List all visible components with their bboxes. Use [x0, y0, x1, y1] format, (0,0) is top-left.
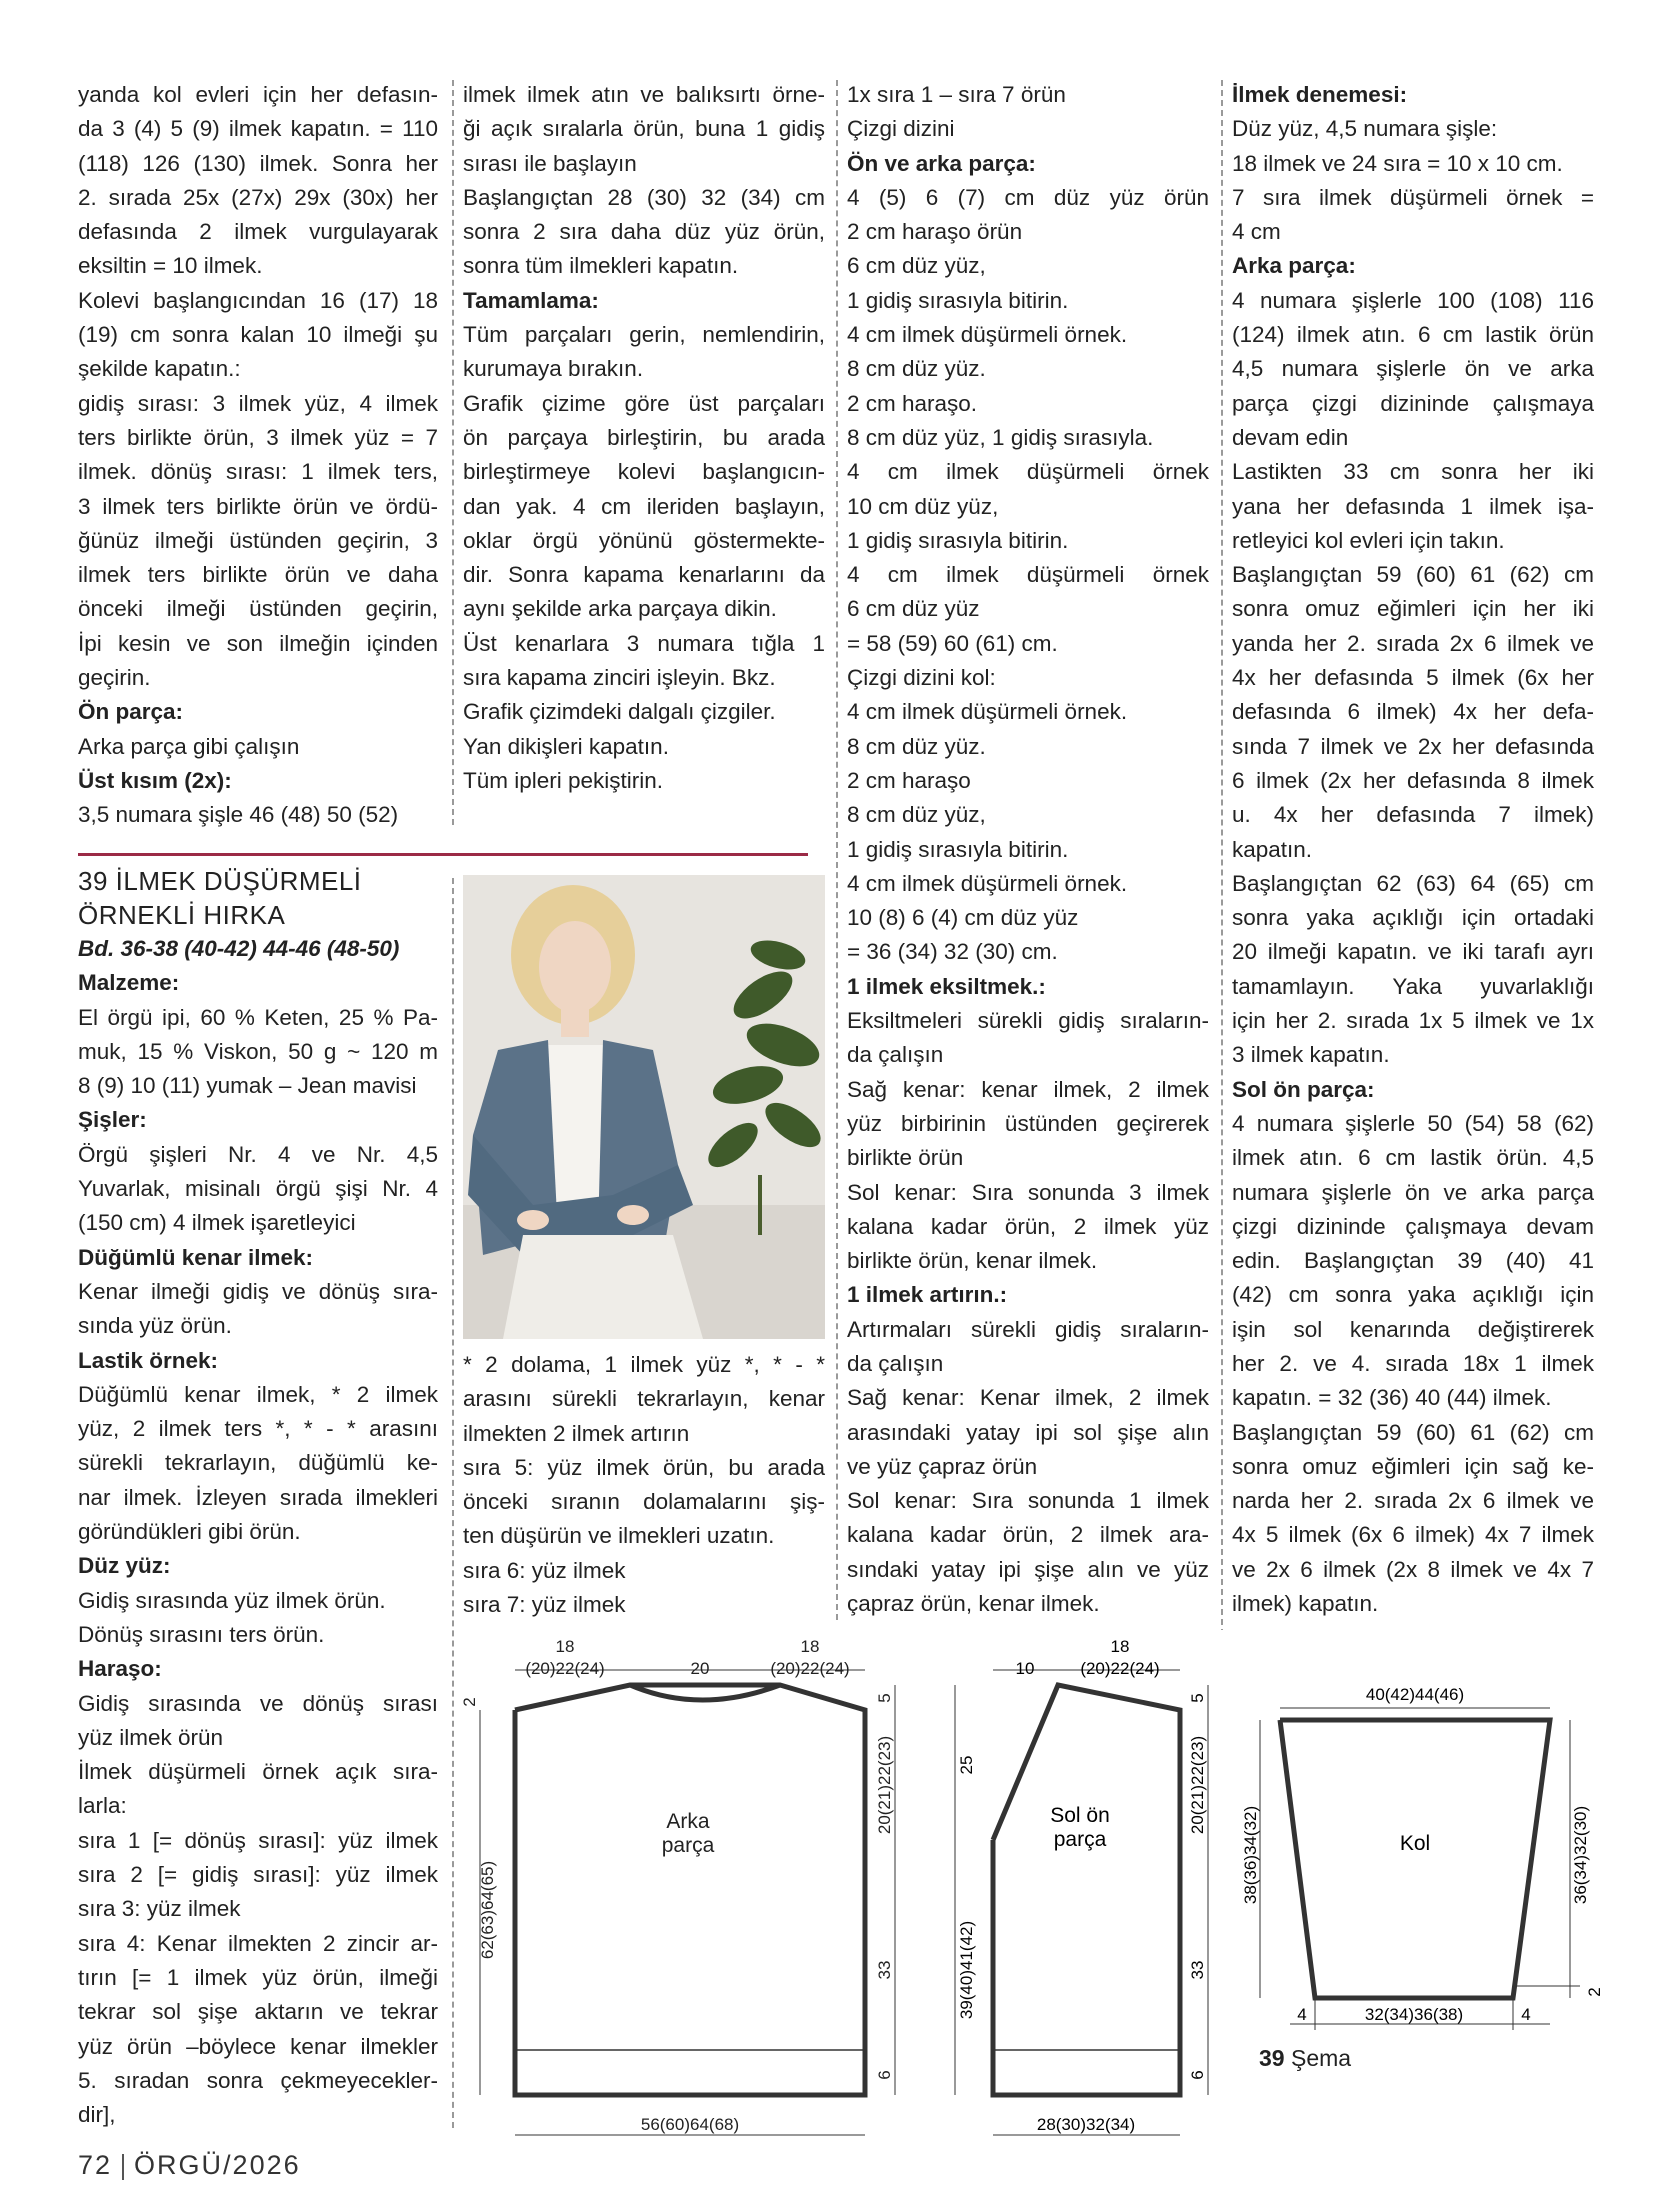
text-line: (42) cm sonra yaka açıklığı için: [1232, 1282, 1594, 1308]
text-line: Üst kısım (2x):: [78, 767, 232, 793]
text-line: 7 sıra ilmek düşürmeli örnek =: [1232, 184, 1594, 210]
front-dim-shoulder: 18: [1110, 1637, 1130, 1656]
text-line: Kolevi başlangıcından 16 (17) 18: [78, 287, 438, 313]
text-line: Gidiş sırasında ve dönüş sırası: [78, 1690, 438, 1716]
text-line: için her 2. sırada 1x 5 ilmek ve 1x: [1232, 1008, 1594, 1034]
text-line: 4 cm ilmek düşürmeli örnek: [847, 459, 1209, 485]
back-dim-bottom: 56(60)64(68): [640, 2115, 740, 2134]
text-line: kapatın.: [1232, 836, 1313, 862]
text-line: yüz, 2 ilmek ters *, * - * arasını: [78, 1416, 438, 1442]
text-line: da çalışın: [847, 1350, 944, 1376]
text-line: Arka parça gibi çalışın: [78, 733, 300, 759]
text-line: devam edin: [1232, 424, 1349, 450]
front-dim-right-5: 5: [1188, 1693, 1207, 1703]
column-2-bottom: [463, 1348, 825, 1622]
text-line: (124) ilmek atın. 6 cm lastik örün: [1232, 322, 1594, 348]
text-line: Ön ve arka parça:: [847, 150, 1036, 176]
text-line: = 36 (34) 32 (30) cm.: [847, 939, 1058, 965]
text-line: Lastik örnek:: [78, 1347, 219, 1373]
text-line: sıra 4: Kenar ilmekten 2 zincir ar-: [78, 1930, 438, 1956]
column-2-top: [463, 78, 825, 798]
text-line: Ön parça:: [78, 699, 184, 725]
front-piece-label-2: parça: [1053, 1828, 1107, 1851]
text-line: 6 ilmek (2x her defasında 8 ilmek: [1232, 767, 1594, 793]
text-line: kalana kadar örün, 2 ilmek yüz: [847, 1213, 1209, 1239]
text-line: Başlangıçtan 62 (63) 64 (65) cm: [1232, 870, 1594, 896]
text-line: oklar örgü yönünü göstermekte-: [463, 527, 825, 553]
back-dim-top-right-sizes: (20)22(24): [770, 1659, 850, 1678]
text-line: Dönüş sırasını ters örün.: [78, 1621, 325, 1647]
front-piece-label: Sol ön: [1050, 1804, 1110, 1827]
text-line: yüz birbirinin üstünden geçirerek: [847, 1110, 1209, 1136]
pattern-title-line-2: ÖRNEKLİ HIRKA: [78, 900, 286, 930]
front-dim-neck: 10: [1015, 1659, 1035, 1678]
text-line: muk, 15 % Viskon, 50 g ~ 120 m: [78, 1038, 438, 1064]
text-line: ters birlikte örün, 3 ilmek yüz = 7: [78, 424, 438, 450]
text-line: 1 gidiş sırasıyla bitirin.: [847, 527, 1069, 553]
text-line: Düz yüz, 4,5 numara şişle:: [1232, 116, 1498, 142]
back-dim-right-33: 33: [875, 1960, 894, 1980]
text-line: geçirin.: [78, 665, 151, 691]
text-line: 3 ilmek kapatın.: [1232, 1042, 1390, 1068]
schema-caption: [1259, 2045, 1351, 2072]
text-line: ilmek) kapatın.: [1232, 1591, 1379, 1617]
text-line: 3 ilmek ters birlikte örün ve ördü-: [78, 493, 438, 519]
text-line: = 58 (59) 60 (61) cm.: [847, 630, 1058, 656]
front-dim-neck-depth: 25: [957, 1755, 976, 1775]
text-line: El örgü ipi, 60 % Keten, 25 % Pa-: [78, 1004, 438, 1030]
text-line: 2. sırada 25x (27x) 29x (30x) her: [78, 184, 438, 210]
text-line: parça çizgi dizininde çalışmaya: [1232, 390, 1594, 416]
text-line: göründükleri gibi örün.: [78, 1519, 301, 1545]
text-line: sonra tüm ilmekleri kapatın.: [463, 253, 739, 279]
text-line: aynı şekilde arka parçaya dikin.: [463, 596, 777, 622]
text-line: 4 cm ilmek düşürmeli örnek.: [847, 322, 1128, 348]
text-line: ilmekten 2 ilmek artırın: [463, 1420, 690, 1446]
text-line: 1 ilmek eksiltmek.:: [847, 973, 1046, 999]
text-line: larla:: [78, 1793, 127, 1819]
text-line: çizgi dizininde çalışmaya devam: [1232, 1213, 1594, 1239]
sleeve-dim-bottom: 32(34)36(38): [1364, 2005, 1464, 2024]
front-dim-right-33: 33: [1188, 1960, 1207, 1980]
text-line: Tüm parçaları gerin, nemlendirin,: [463, 322, 825, 348]
text-line: İlmek düşürmeli örnek açık sıra-: [78, 1759, 438, 1785]
cardigan-model-photo: [463, 875, 825, 1339]
text-line: arasını sürekli tekrarlayın, kenar: [463, 1386, 825, 1412]
text-line: kapatın. = 32 (36) 40 (44) ilmek.: [1232, 1385, 1552, 1411]
text-line: Artırmaları sürekli gidiş sıraların-: [847, 1316, 1209, 1342]
text-line: da 3 (4) 5 (9) ilmek kapatın. = 110: [78, 116, 438, 142]
column-divider: [836, 80, 838, 1620]
back-dim-top-left-sizes: (20)22(24): [525, 1659, 605, 1678]
text-line: sonra yaka açıklığı için ortadaki: [1232, 905, 1594, 931]
front-dim-left-height: 39(40)41(42): [957, 1920, 976, 2020]
text-line: Çizgi dizini kol:: [847, 665, 996, 691]
text-line: Düğümlü kenar ilmek:: [78, 1244, 314, 1270]
text-line: ve yüz çapraz örün: [847, 1453, 1038, 1479]
text-line: İlmek denemesi:: [1232, 82, 1408, 107]
text-line: ğünüz ilmeği üstünden geçirin, 3: [78, 527, 438, 553]
text-line: Düğümlü kenar ilmek, * 2 ilmek: [78, 1381, 438, 1407]
front-dim-right-6: 6: [1188, 2070, 1207, 2080]
text-line: 2 cm haraşo: [847, 767, 971, 793]
text-line: numara şişlerle ön ve arka parça: [1232, 1179, 1594, 1205]
text-line: Eksiltmeleri sürekli gidiş sıraların-: [847, 1008, 1209, 1034]
text-line: her 2. ve 4. sırada 18x 1 ilmek: [1232, 1350, 1594, 1376]
text-line: Başlangıçtan 28 (30) 32 (34) cm: [463, 184, 825, 210]
text-line: yana her defasında 1 ilmek işa-: [1232, 493, 1594, 519]
magazine-name: ÖRGÜ/2026: [134, 2150, 301, 2180]
text-line: yüz ilmek örün: [78, 1724, 224, 1750]
text-line: sında yüz örün.: [78, 1313, 232, 1339]
text-line: birlikte örün, kenar ilmek.: [847, 1248, 1098, 1274]
text-line: İpi kesin ve son ilmeğin içinden: [78, 630, 438, 656]
footer-divider: [122, 2154, 124, 2180]
text-line: Örgü şişleri Nr. 4 ve Nr. 4,5: [78, 1141, 438, 1167]
text-line: 2 cm haraşo.: [847, 390, 978, 416]
text-line: da çalışın: [847, 1042, 944, 1068]
text-line: Bd. 36-38 (40-42) 44-46 (48-50): [78, 936, 400, 961]
text-line: arasındaki yatay ipi sol şişe alın: [847, 1419, 1209, 1445]
sleeve-dim-top: 40(42)44(46): [1365, 1685, 1465, 1704]
back-dim-neck: 20: [690, 1659, 710, 1678]
text-line: sıra 5: yüz ilmek örün, bu arada: [463, 1454, 825, 1480]
text-line: (118) 126 (130) ilmek. Sonra her: [78, 150, 438, 176]
text-line: sındaki yatay ipi şişe alın ve yüz: [847, 1556, 1209, 1582]
front-dim-shoulder-sizes: (20)22(24): [1080, 1659, 1160, 1678]
text-line: ği açık sıralarla örün, buna 1 gidiş: [463, 116, 825, 142]
text-line: gidiş sırası: 3 ilmek yüz, 4 ilmek: [78, 390, 438, 416]
back-dim-top-right: 18: [800, 1637, 820, 1656]
back-dim-left-small: 2: [460, 1697, 479, 1707]
text-line: 5. sıradan sonra çekmeyecekler-: [78, 2067, 438, 2093]
page-footer: [78, 2150, 301, 2181]
text-line: birleştirmeye kolevi başlangıcın-: [463, 459, 825, 485]
back-piece-label-2: parça: [661, 1834, 715, 1857]
text-line: Yan dikişleri kapatın.: [463, 733, 669, 759]
text-line: retleyici kol evleri için takın.: [1232, 527, 1505, 553]
text-line: yüz örün –böylece kenar ilmekler: [78, 2033, 438, 2059]
text-line: 18 ilmek ve 24 sıra = 10 x 10 cm.: [1232, 150, 1563, 176]
text-line: ön parçaya birleştirin, bu arada: [463, 424, 825, 450]
text-line: dir],: [78, 2102, 116, 2128]
spacer: [920, 1630, 940, 2150]
sleeve-dim-left: 38(36)34(32): [1241, 1805, 1260, 1905]
section-rule: [78, 853, 808, 856]
text-line: 8 (9) 10 (11) yumak – Jean mavisi: [78, 1073, 417, 1099]
text-line: dir. Sonra kapama kenarlarını da: [463, 562, 825, 588]
text-line: 2 cm haraşo örün: [847, 219, 1023, 245]
text-line: Kenar ilmeği gidiş ve dönüş sıra-: [78, 1278, 438, 1304]
text-line: sıra 3: yüz ilmek: [78, 1896, 241, 1922]
text-line: 1 gidiş sırasıyla bitirin.: [847, 836, 1069, 862]
text-line: sonra omuz eğimleri için sağ ke-: [1232, 1453, 1594, 1479]
text-line: sürekli tekrarlayın, düğümlü ke-: [78, 1450, 438, 1476]
text-line: dan yak. 4 cm ileriden başlayın,: [463, 493, 825, 519]
text-line: 4 numara şişlerle 50 (54) 58 (62): [1232, 1110, 1594, 1136]
text-line: 4 cm ilmek düşürmeli örnek: [847, 562, 1209, 588]
text-line: sıra 7: yüz ilmek: [463, 1592, 626, 1618]
text-line: önceki ilmeği üstünden geçirin,: [78, 596, 438, 622]
text-line: 6 cm düz yüz: [847, 596, 980, 622]
back-dim-right-5: 5: [875, 1693, 894, 1703]
text-line: tamamlayın. Yaka yuvarlaklığı: [1232, 973, 1594, 999]
text-line: birlikte örün: [847, 1145, 964, 1171]
back-dim-top-left: 18: [555, 1637, 575, 1656]
text-line: Yuvarlak, misinalı örgü şişi Nr. 4: [78, 1176, 438, 1202]
text-line: Üst kenarlara 3 numara tığla 1: [463, 630, 825, 656]
text-line: ten düşürün ve ilmekleri uzatın.: [463, 1523, 775, 1549]
text-line: kalana kadar örün, 2 ilmek ara-: [847, 1522, 1209, 1548]
text-line: Şişler:: [78, 1107, 147, 1133]
text-line: 20 ilmeği kapatın. ve iki tarafı ayrı: [1232, 939, 1594, 965]
text-line: defasında 6 ilmek) 4x her defa-: [1232, 699, 1594, 725]
text-line: Lastikten 33 cm sonra her iki: [1232, 459, 1594, 485]
text-line: * 2 dolama, 1 ilmek yüz *, * - *: [463, 1352, 825, 1377]
text-line: ilmek atın. 6 cm lastik örün. 4,5: [1232, 1145, 1594, 1171]
text-line: edin. Başlangıçtan 39 (40) 41: [1232, 1248, 1594, 1274]
back-dim-right-6: 6: [875, 2070, 894, 2080]
text-line: sıra 1 [= dönüş sırası]: yüz ilmek: [78, 1827, 438, 1853]
text-line: 1 gidiş sırasıyla bitirin.: [847, 287, 1069, 313]
text-line: sonra 2 sıra daha düz yüz örün,: [463, 219, 825, 245]
back-piece-label: Arka: [666, 1810, 710, 1833]
text-line: ilmek. dönüş sırası: 1 ilmek ters,: [78, 459, 438, 485]
text-line: 6 cm düz yüz,: [847, 253, 986, 279]
text-line: 4 cm ilmek düşürmeli örnek.: [847, 870, 1128, 896]
back-piece-diagram: [460, 1637, 895, 2135]
text-line: ve 2x 6 ilmek (2x 8 ilmek ve 4x 7: [1232, 1556, 1594, 1582]
column-divider: [1221, 80, 1223, 1635]
text-line: narda her 2. sırada 2x 6 ilmek ve: [1232, 1488, 1594, 1514]
text-line: Tüm ipleri pekiştirin.: [463, 767, 664, 793]
text-line: 4 cm ilmek düşürmeli örnek.: [847, 699, 1128, 725]
text-line: u. 4x her defasında 7 ilmek): [1232, 802, 1594, 828]
pattern-title-line-1: 39 İLMEK DÜŞÜRMELİ: [78, 866, 362, 896]
text-line: tekrar sol şişe aktarın ve tekrar: [78, 1999, 438, 2025]
text-line: 10 (8) 6 (4) cm düz yüz: [847, 905, 1079, 931]
back-dim-right-armhole: 20(21)22(23): [875, 1735, 894, 1835]
text-line: 4 numara şişlerle 100 (108) 116: [1232, 287, 1594, 313]
text-line: eksiltin = 10 ilmek.: [78, 253, 263, 279]
text-line: 10 cm düz yüz,: [847, 493, 999, 519]
page-number: 72: [78, 2150, 113, 2180]
text-line: nar ilmek. İzleyen sırada ilmekleri: [78, 1484, 438, 1510]
text-line: 4x her defasında 5 ilmek (6x her: [1232, 665, 1594, 691]
front-dim-bottom: 28(30)32(34): [1036, 2115, 1136, 2134]
text-line: şekilde kapatın.:: [78, 356, 241, 382]
text-line: sıra 2 [= gidiş sırası]: yüz ilmek: [78, 1862, 438, 1888]
sleeve-dim-cuff: 2: [1585, 1987, 1604, 1997]
text-line: Grafik çizimdeki dalgalı çizgiler.: [463, 699, 776, 725]
text-line: ilmek ters birlikte örün ve daha: [78, 562, 438, 588]
text-line: sında 7 ilmek ve 2x her defasında: [1232, 733, 1594, 759]
text-line: yanda her 2. sırada 2x 6 ilmek ve: [1232, 630, 1594, 656]
column-1-top: [78, 78, 438, 833]
text-line: 8 cm düz yüz,: [847, 802, 986, 828]
text-line: Düz yüz:: [78, 1553, 171, 1579]
text-line: Sol kenar: Sıra sonunda 1 ilmek: [847, 1488, 1209, 1514]
text-line: Sol ön parça:: [1232, 1076, 1375, 1102]
text-line: 8 cm düz yüz.: [847, 733, 986, 759]
text-line: Sağ kenar: kenar ilmek, 2 ilmek: [847, 1076, 1209, 1102]
sleeve-dim-bottom-left: 4: [1297, 2005, 1307, 2024]
text-line: önceki sıranın dolamalarını şiş-: [463, 1489, 825, 1515]
text-line: 4x 5 ilmek (6x 6 ilmek) 4x 7 ilmek: [1232, 1522, 1594, 1548]
text-line: tırın [= 1 ilmek yüz örün, ilmeği: [78, 1964, 438, 1990]
text-line: defasında 2 ilmek vurgulayarak: [78, 219, 438, 245]
front-and-sleeve-schematic: [940, 1630, 1640, 2150]
text-line: kurumaya bırakın.: [463, 356, 644, 382]
text-line: Malzeme:: [78, 970, 180, 996]
sleeve-dim-bottom-right: 4: [1521, 2005, 1531, 2024]
text-line: sonra omuz eğimleri için her iki: [1232, 596, 1594, 622]
column-divider: [452, 878, 454, 2128]
sleeve-dim-right: 36(34)32(30): [1571, 1805, 1590, 1905]
text-line: sıra kapama zinciri işleyin. Bkz.: [463, 665, 776, 691]
text-line: Gidiş sırasında yüz ilmek örün.: [78, 1587, 386, 1613]
text-line: Haraşo:: [78, 1656, 162, 1682]
text-line: 1 ilmek artırın.:: [847, 1282, 1008, 1308]
column-4: [1232, 78, 1594, 1621]
text-line: 3,5 numara şişle 46 (48) 50 (52): [78, 802, 399, 828]
text-line: işin sol kenarında değiştirerek: [1232, 1316, 1594, 1342]
text-line: sırası ile başlayın: [463, 150, 637, 176]
text-line: Arka parça:: [1232, 253, 1356, 279]
text-line: Çizgi dizini: [847, 116, 955, 142]
text-line: (150 cm) 4 ilmek işaretleyici: [78, 1210, 356, 1236]
front-dim-right-armhole: 20(21)22(23): [1188, 1735, 1207, 1835]
text-line: 4 (5) 6 (7) cm düz yüz örün: [847, 184, 1209, 210]
column-1-bottom: [78, 864, 438, 2132]
column-divider: [452, 80, 454, 825]
text-line: Tamamlama:: [463, 287, 599, 313]
text-line: 4 cm: [1232, 219, 1281, 245]
text-line: çapraz örün, kenar ilmek.: [847, 1591, 1100, 1617]
text-line: Başlangıçtan 59 (60) 61 (62) cm: [1232, 1419, 1594, 1445]
sleeve-label: Kol: [1399, 1832, 1431, 1855]
text-line: 1x sıra 1 – sıra 7 örün: [847, 82, 1066, 107]
text-line: ilmek ilmek atın ve balıksırtı örne-: [463, 82, 825, 107]
back-dim-left-height: 62(63)64(65): [478, 1860, 497, 1960]
schema-number: 39: [1259, 2045, 1285, 2071]
schema-label: Şema: [1290, 2045, 1352, 2071]
column-3: [847, 78, 1209, 1621]
text-line: sıra 6: yüz ilmek: [463, 1557, 626, 1583]
text-line: (19) cm sonra kalan 10 ilmeği şu: [78, 322, 438, 348]
text-line: Sol kenar: Sıra sonunda 3 ilmek: [847, 1179, 1209, 1205]
text-line: 4,5 numara şişlerle ön ve arka: [1232, 356, 1594, 382]
text-line: 8 cm düz yüz.: [847, 356, 986, 382]
text-line: Grafik çizime göre üst parçaları: [463, 390, 825, 416]
text-line: Başlangıçtan 59 (60) 61 (62) cm: [1232, 562, 1594, 588]
text-line: Sağ kenar: Kenar ilmek, 2 ilmek: [847, 1385, 1209, 1411]
text-line: 8 cm düz yüz, 1 gidiş sırasıyla.: [847, 424, 1154, 450]
text-line: yanda kol evleri için her defasın-: [78, 82, 438, 107]
